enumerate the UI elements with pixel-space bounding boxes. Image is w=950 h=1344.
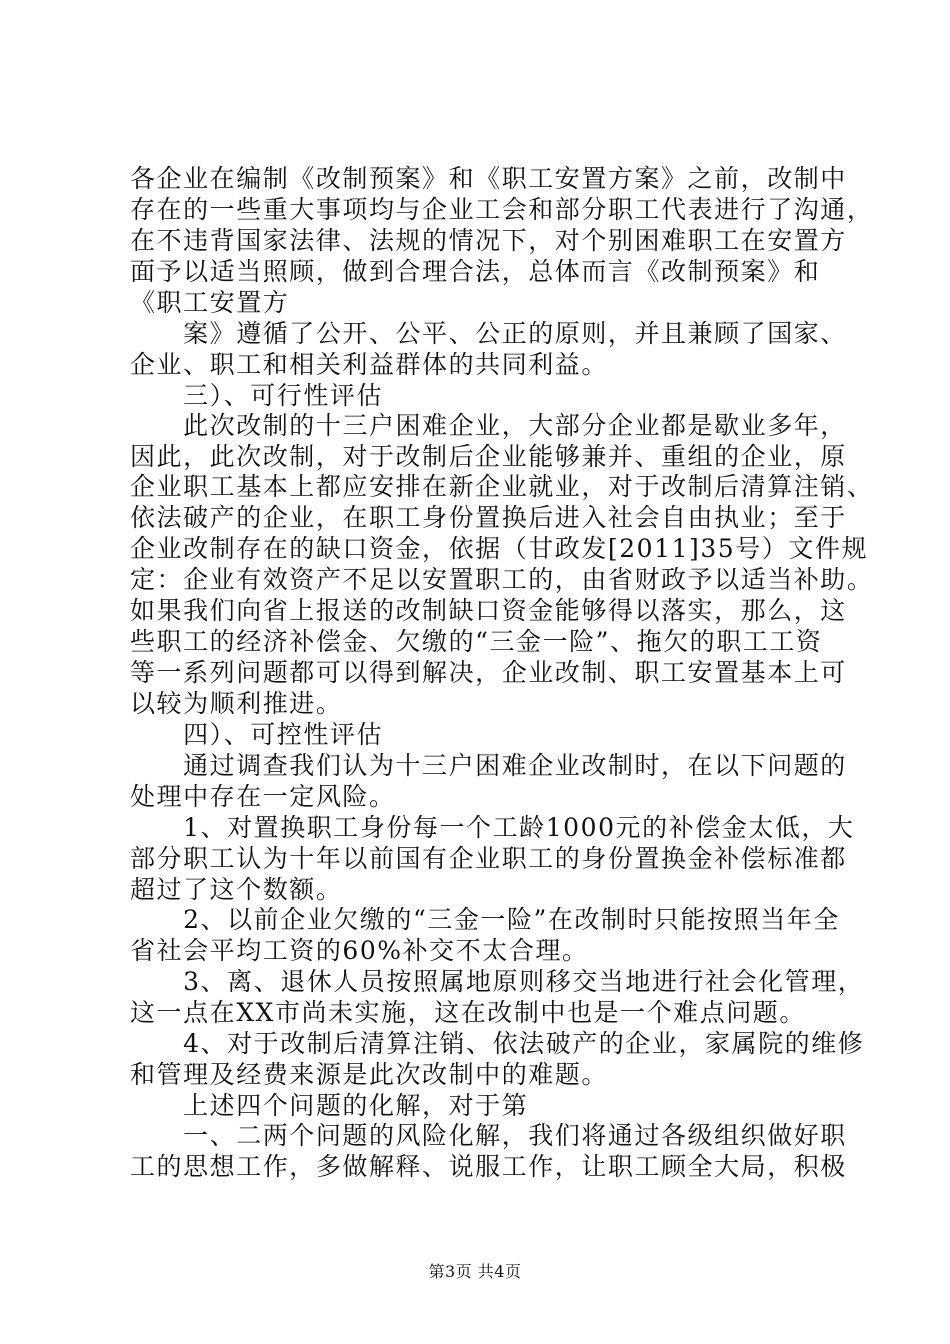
text-line: 企业改制存在的缺口资金，依据（甘政发[2011]35号）文件规 — [130, 534, 868, 563]
text-line: 此次改制的十三户困难企业，大部分企业都是歇业多年， — [130, 411, 847, 440]
text-line: 等一系列问题都可以得到解决，企业改制、职工安置基本上可 — [130, 658, 847, 687]
text-line: 省社会平均工资的60%补交不太合理。 — [130, 936, 589, 965]
text-line: 一、二两个问题的风险化解，我们将通过各级组织做好职 — [130, 1121, 847, 1150]
text-line: 以较为顺利推进。 — [130, 689, 343, 718]
text-line: 在不违背国家法律、法规的情况下，对个别困难职工在安置方 — [130, 226, 847, 255]
text-line: 处理中存在一定风险。 — [130, 782, 396, 811]
text-line: 3、离、退休人员按照属地原则移交当地进行社会化管理， — [130, 967, 865, 996]
text-line: 依法破产的企业，在职工身份置换后进入社会自由执业；至于 — [130, 503, 847, 532]
text-line: 企业职工基本上都应安排在新企业就业，对于改制后清算注销、 — [130, 472, 874, 501]
page-footer: 第3页 共4页 — [428, 1262, 522, 1281]
text-line: 超过了这个数额。 — [130, 875, 343, 904]
text-line: 4、对于改制后清算注销、依法破产的企业，家属院的维修 — [130, 1029, 865, 1058]
text-line: 企业、职工和相关利益群体的共同利益。 — [130, 350, 608, 379]
text-line: 和管理及经费来源是此次改制中的难题。 — [130, 1060, 608, 1089]
text-line: 案》遵循了公开、公平、公正的原则，并且兼顾了国家、 — [130, 319, 847, 348]
text-line: 因此，此次改制，对于改制后企业能够兼并、重组的企业，原 — [130, 442, 847, 471]
text-line: 三）、可行性评估 — [130, 381, 384, 410]
text-line: 2、以前企业欠缴的“三金一险”在改制时只能按照当年全 — [130, 905, 840, 934]
text-line: 存在的一些重大事项均与企业工会和部分职工代表进行了沟通， — [130, 195, 874, 224]
text-line: 如果我们向省上报送的改制缺口资金能够得以落实，那么，这 — [130, 596, 847, 625]
text-line: 这一点在XX市尚未实施，这在改制中也是一个难点问题。 — [130, 998, 806, 1027]
text-line: 面予以适当照顾，做到合理合法，总体而言《改制预案》和 — [130, 257, 821, 286]
text-line: 通过调查我们认为十三户困难企业改制时，在以下问题的 — [130, 751, 847, 780]
text-line: 《职工安置方 — [130, 288, 290, 317]
text-line: 工的思想工作，多做解释、说服工作，让职工顾全大局，积极 — [130, 1152, 847, 1181]
text-line: 些职工的经济补偿金、欠缴的“三金一险”、拖欠的职工工资 — [130, 627, 823, 656]
text-line: 部分职工认为十年以前国有企业职工的身份置换金补偿标准都 — [130, 844, 847, 873]
text-line: 上述四个问题的化解，对于第 — [130, 1091, 529, 1120]
text-line: 各企业在编制《改制预案》和《职工安置方案》之前，改制中 — [130, 164, 847, 193]
text-line: 定：企业有效资产不足以安置职工的，由省财政予以适当补助。 — [130, 565, 874, 594]
text-line: 1、对置换职工身份每一个工龄1000元的补偿金太低，大 — [130, 813, 855, 842]
text-line: 四）、可控性评估 — [130, 720, 384, 749]
